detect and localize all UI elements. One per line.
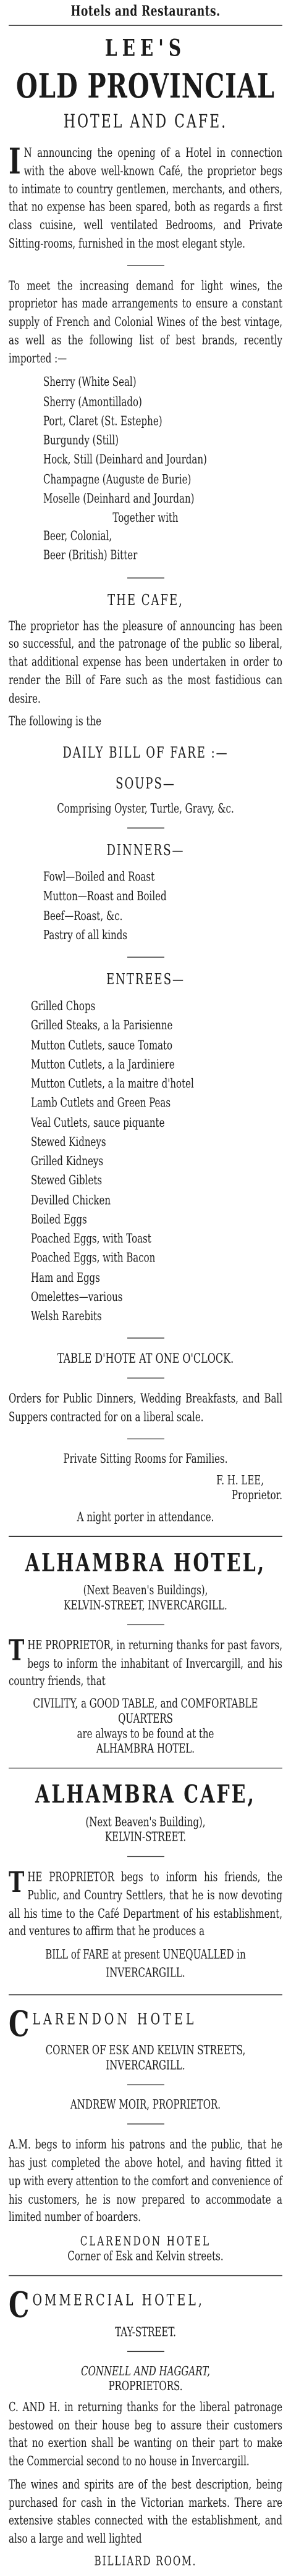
drop-cap: C — [9, 2284, 30, 2325]
divider — [127, 265, 164, 266]
list-item: Mutton Cutlets, a la maitre d'hotel — [31, 1076, 194, 1091]
commercial-text2: The wines and spirits are of the best description, being purchased for cash in the Victorian markets. There are extensive stables connected with the establishment, and also a large and well lighted — [9, 2477, 282, 2546]
list-item: Moselle (Deinhard and Jourdan) — [43, 490, 195, 506]
list-item: Poached Eggs, with Toast — [31, 1231, 151, 1246]
list-item: Veal Cutlets, sauce piquante — [31, 1114, 165, 1130]
section-header: Hotels and Restaurants. — [9, 0, 282, 26]
divider — [127, 827, 164, 828]
clarendon-heading — [9, 2003, 282, 2044]
beer-list — [9, 527, 282, 566]
drop-cap: T — [9, 1866, 25, 1900]
divider — [127, 1438, 164, 1439]
alhambra-cafe-text: THE PROPRIETOR begs to inform his friends, the Public, and Country Settlers, that he is now devoting all his time to the Café Department of his establishment, and ventures to affirm that he produces a — [9, 1866, 282, 1939]
list-item: Ham and Eggs — [31, 1269, 100, 1285]
clarendon-proprietor: ANDREW MOIR, PROPRIETOR. — [70, 2097, 221, 2112]
signature-role: Proprietor. — [231, 1487, 282, 1503]
clarendon-advert — [0, 2003, 291, 2264]
list-item: Stewed Kidneys — [31, 1134, 106, 1149]
list-item: Beef—Roast, &c. — [43, 908, 123, 923]
divider — [127, 1378, 164, 1379]
list-item: Stewed Giblets — [31, 1173, 103, 1188]
list-item: Burgundy (Still) — [43, 432, 119, 448]
list-item: Mutton Cutlets, sauce Tomato — [31, 1037, 173, 1053]
alhambra-cafe-location: (Next Beaven's Building), — [85, 1814, 206, 1830]
list-item: Lamb Cutlets and Green Peas — [31, 1095, 171, 1111]
cafe-text: The proprietor has the pleasure of announcing has been so successful, and the patronage of the public so liberal, that additional expense has been undertaken in order to render the Bill of Fare such as the most fastidious can desire. — [9, 617, 282, 706]
signature-name: F. H. LEE, — [216, 1472, 264, 1488]
lees-intro — [9, 141, 282, 253]
alhambra-hotel-text: THE PROPRIETOR, in returning thanks for past favors, begs to inform the inhabitant of Invercargill, and his country friends, that — [9, 1634, 282, 1689]
drop-cap: I — [9, 141, 21, 182]
together-with: Together with — [112, 510, 179, 525]
list-item: Devilled Chicken — [31, 1192, 111, 1208]
cafe-heading: THE CAFE, — [108, 591, 183, 609]
list-item: Mutton—Roast and Boiled — [43, 889, 167, 904]
list-item: Boiled Eggs — [31, 1211, 87, 1227]
alhambra-cafe-title: ALHAMBRA CAFE, — [35, 1780, 256, 1810]
commercial-text1: C. AND H. in returning thanks for the liberal patronage bestowed on their house beg to assure their customers that no exertion shall be wanting on their part to make the Commercial second to no house in Invercargill. — [9, 2399, 282, 2469]
dinner-list — [9, 868, 282, 945]
list-item: Grilled Chops — [31, 998, 96, 1014]
divider — [127, 1856, 164, 1857]
alhambra-cafe-advert — [0, 1780, 291, 1982]
private-rooms: Private Sitting Rooms for Families. — [63, 1450, 228, 1466]
commercial-proprietors: PROPRIETORS. — [108, 2378, 183, 2394]
list-item: Port, Claret (St. Estephe) — [43, 413, 162, 429]
commercial-advert — [0, 2284, 291, 2569]
commercial-heading — [9, 2284, 282, 2325]
commercial-billiard: BILLIARD ROOM. — [94, 2553, 197, 2569]
alhambra-hotel-comforts: CIVILITY, a GOOD TABLE, and COMFORTABLE QUARTERS — [33, 1696, 258, 1726]
wine-list — [9, 373, 282, 509]
clarendon-text: A.M. begs to inform his patrons and the public, that he has just completed the above hotel, and having fitted it up with every attention to the comfort and convenience of his customers, he is now prepared to accommodate a limited number of boarders. — [9, 2137, 282, 2225]
lees-title: OLD PROVINCIAL — [15, 66, 276, 106]
alhambra-hotel-text3: are always to be found at the — [77, 1726, 214, 1741]
wines-intro: To meet the increasing demand for light wines, the proprietor has made arrangements to ensure a constant supply of French and Colonial Wines of the best vintage, as well as the following list of best brands, recently imported :— — [9, 278, 282, 366]
divider — [127, 2124, 164, 2125]
alhambra-hotel-advert — [0, 1549, 291, 1756]
clarendon-corner: CORNER OF ESK AND KELVIN STREETS, INVERCARGILL. — [45, 2043, 246, 2073]
lees-intro-text: N announcing the opening of a Hotel in connection with the above well-known Café, the proprietor begs to intimate to country gentlemen, merchants, and others, that no expense has been spared, both as regards a first class cuisine, well ventilated Bedrooms, and Private Sitting-rooms, furnished in the most elegant style. — [9, 144, 282, 251]
list-item: Mutton Cutlets, a la Jardiniere — [31, 1056, 175, 1072]
list-item: Sherry (White Seal) — [43, 374, 137, 390]
bill-heading: DAILY BILL OF FARE :— — [62, 744, 229, 762]
alhambra-hotel-street: KELVIN-STREET, INVERCARGILL. — [64, 1597, 227, 1613]
list-item: Sherry (Amontillado) — [43, 393, 142, 409]
divider — [127, 577, 164, 578]
divider — [127, 957, 164, 958]
orders-text: Orders for Public Dinners, Wedding Breakfasts, and Ball Suppers contracted for on a liberal scale. — [9, 1391, 282, 1424]
alhambra-cafe-bill: BILL of FARE at present UNEQUALLED in INVERCARGILL. — [45, 1947, 246, 1980]
list-item: Fowl—Boiled and Roast — [43, 869, 155, 885]
alhambra-hotel-title: ALHAMBRA HOTEL, — [25, 1548, 266, 1578]
list-item: Welsh Rarebits — [31, 1308, 102, 1324]
list-item: Hock, Still (Deinhard and Jourdan) — [43, 451, 207, 467]
commercial-street: TAY-STREET. — [115, 2324, 176, 2340]
lees-subtitle: HOTEL AND CAFE. — [63, 111, 228, 133]
alhambra-cafe-street: KELVIN-STREET. — [104, 1829, 187, 1845]
alhambra-hotel-location: (Next Beaven's Buildings), — [83, 1582, 208, 1598]
night-porter: A night porter in attendance. — [77, 1509, 214, 1524]
commercial-names: CONNELL AND HAGGART, — [81, 2363, 210, 2379]
soups-heading: SOUPS— — [116, 775, 175, 793]
list-item: Omelettes—various — [31, 1289, 123, 1305]
divider — [127, 1624, 164, 1625]
list-item: Poached Eggs, with Bacon — [31, 1250, 156, 1266]
list-item: Pastry of all kinds — [43, 927, 128, 943]
drop-cap: T — [9, 1634, 25, 1668]
soups-text: Comprising Oyster, Turtle, Gravy, &c. — [57, 801, 234, 816]
lees-name: LEE'S — [104, 34, 187, 62]
clarendon-title: LARENDON HOTEL — [32, 2009, 197, 2028]
following-text: The following is the — [9, 713, 102, 729]
list-item: Grilled Kidneys — [31, 1153, 104, 1169]
drop-cap: C — [9, 2003, 30, 2044]
list-item: Champagne (Auguste de Burie) — [43, 471, 192, 487]
list-item: Grilled Steaks, a la Parisienne — [31, 1018, 173, 1033]
clarendon-footer-name: CLARENDON HOTEL — [80, 2233, 211, 2249]
table-dhote: TABLE D'HOTE AT ONE O'CLOCK. — [57, 1350, 234, 1366]
dinners-heading: DINNERS— — [106, 842, 185, 859]
section-divider — [9, 2275, 282, 2276]
alhambra-hotel-name: ALHAMBRA HOTEL. — [96, 1741, 195, 1756]
list-item: Beer, Colonial, — [43, 528, 112, 544]
lees-advert — [0, 34, 291, 1524]
entrees-heading: ENTREES— — [106, 971, 185, 989]
commercial-title: OMMERCIAL HOTEL, — [32, 2291, 205, 2310]
list-item: Beer (British) Bitter — [43, 548, 138, 563]
entree-list — [9, 997, 282, 1326]
divider — [127, 1338, 164, 1339]
clarendon-footer-addr: Corner of Esk and Kelvin streets. — [67, 2248, 224, 2264]
